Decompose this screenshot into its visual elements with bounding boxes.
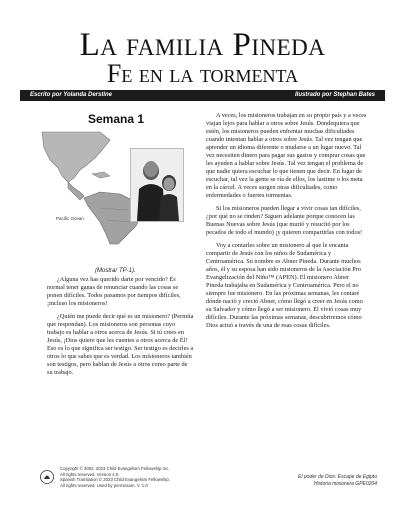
week-heading: Semana 1 xyxy=(88,112,145,126)
series-code: Historia misionera GPE0204 xyxy=(313,480,377,487)
cef-logo-icon xyxy=(40,470,54,484)
subtitle: Fe en la tormenta xyxy=(106,59,299,88)
paragraph: ¿Quién me puede decir qué es un misionero? (Permita que respondan). Los misioneros son personas cuyo trabajo es hablar a otros acerca de Jesús. Si tú crees en Jesús, ¡Dios quiere que les cuentes a otros acerca de Él! Eso es lo que significa ser testigo. Ser testigo es decirles a otros lo que sabes que es verdad. Los misioneros también son testigos, pero hablan de Jesús a otros como parte de su trabajo. xyxy=(47,313,194,376)
illustrator-credit: Ilustrado por Stephan Bates xyxy=(294,92,375,98)
figure-caption: (Mostrar TP-1). xyxy=(95,268,136,274)
copyright-line: Copyright © 2002, 2023 Child Evangelism Fellowship Inc. xyxy=(60,466,170,471)
byline-bar xyxy=(20,90,385,101)
left-column xyxy=(47,276,194,382)
right-column xyxy=(206,112,367,335)
copyright-line: All rights reserved. Used by permission. V. 1.0 xyxy=(60,482,148,488)
paragraph: ¿Alguna vez has querido darte por vencido? Es normal tener ganas de renunciar cuando las cosas se ponen difíciles. Todos pasamos por tiempos difíciles, ¡incluso los misioneros! xyxy=(47,276,181,307)
copyright-line: All rights reserved. Version 4.0 xyxy=(60,471,119,477)
paragraph: Si los misioneros pueden llegar a vivir cosas tan difíciles, ¿por qué no se rinden? Siguen adelante porque conocen las Buenas Nuevas sobre Jesús (que murió y resucitó por los pecados de todo el mundo) ¡y quieren compartirlas con todos! xyxy=(206,205,363,236)
title: La familia Pineda xyxy=(79,27,326,63)
series-title: El poder de Dios: Escape de Egipto xyxy=(298,474,377,480)
paragraph: Voy a contarles sobre un misionero al que le encanta compartir de Jesús con los niños de Sudamérica y Centroamérica. Su nombre es Abner Pineda. Durante muchos años, él y su esposa han sido misioneros de la Asociación Pro Evangelización del Niño™ (APEN). El misionero Abner Pineda trabajaba en Sudamérica y Centroamérica. Pero el no siempre fue misionero. En las próximas semanas, les contaré dónde nació y creció Abner, cómo llegó a creer en Jesús como su Salvador y cómo llegó a ser misionero. Él vivió cosas muy difíciles. Durante las próximas semanas, descubriremos cómo Dios actuó a través de una de esas cosas difíciles. xyxy=(206,242,363,329)
series-info xyxy=(298,474,377,487)
missionary-photo xyxy=(130,148,184,222)
copyright-line: Spanish Translation © 2023 Child Evangelism Fellowship. xyxy=(60,477,170,482)
author-credit: Escrito por Yolanda Derstine xyxy=(30,92,113,98)
pacific-label: Pacific Ocean xyxy=(56,216,84,221)
paragraph: A veces, los misioneros trabajan en su propio país y a veces viajan lejos para hablar a otros sobre Jesús. Dondequiera que estén, los misioneros pueden enfrentar muchas dificultades cuando intentan hablar a otros sobre Jesús. Tal vez tengan que aprender un idioma diferente o mudarse a un lugar nuevo. Tal vez necesiten dinero para pagar sus gastos y comprar cosas que les ayuden a hablar sobre Jesús. Tal vez tengan el problema de que nadie quiera escuchar lo que tienen que decir. En lugar de escuchar, tal vez la gente se ría de ellos, los lastime o los meta en la cárcel. A veces surgen otras dificultades, como enfermedades o fuertes tormentas. xyxy=(206,112,367,199)
